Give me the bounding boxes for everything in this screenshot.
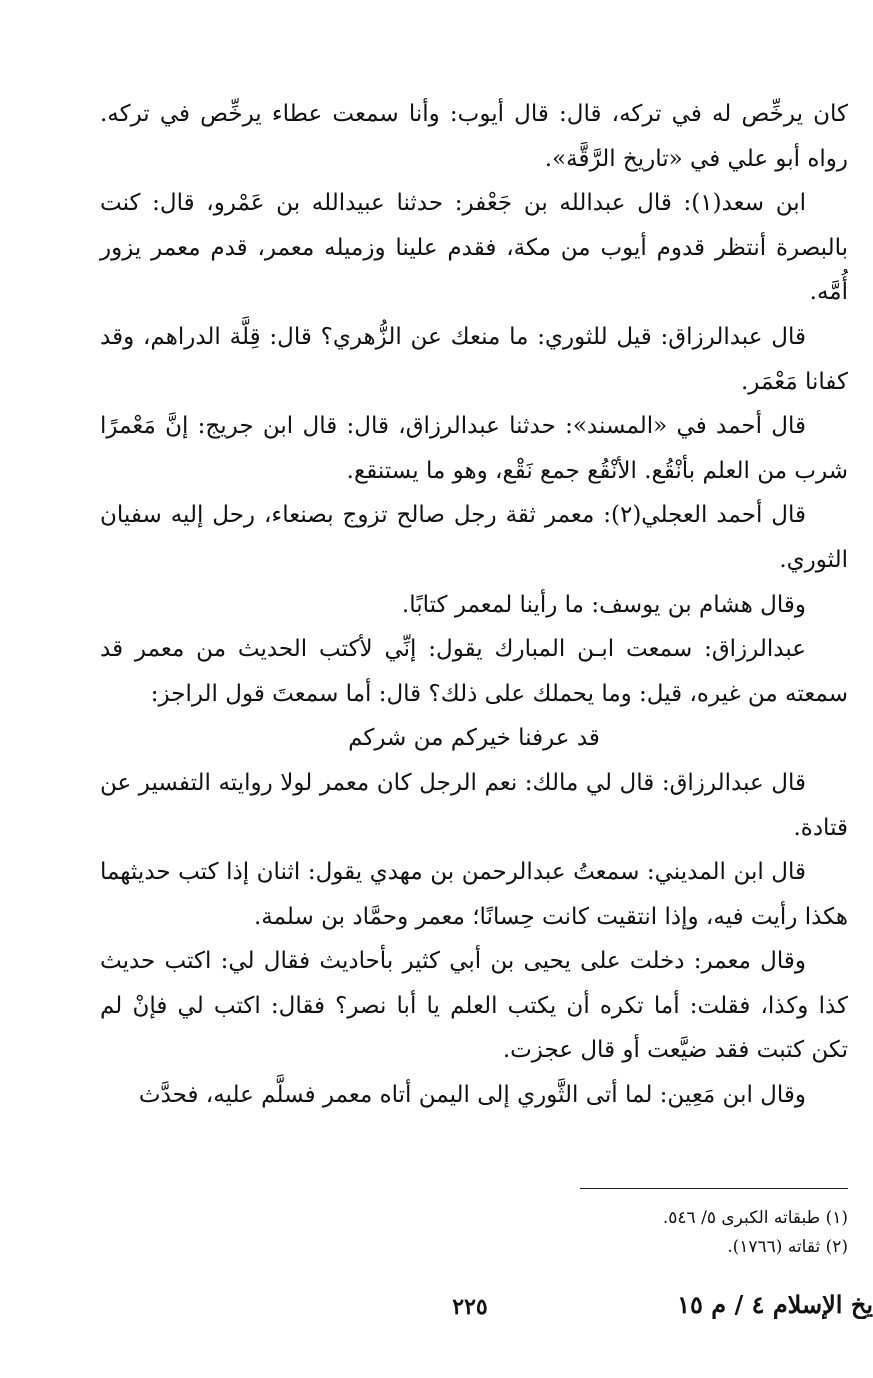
paragraph: كان يرخِّص له في تركه، قال: قال أيوب: وأنا سمعت عطاء يرخِّص في تركه. رواه أبو علي في «تاريخ الرَّقَّة». — [100, 101, 848, 172]
paragraph: عبدالرزاق: سمعت ابـن المبارك يقول: إنِّي لأكتب الحديث من معمر قد سمعته من غيره، قيل: وما يحملك على ذلك؟ قال: أما سمعتَ قول الراجز: — [100, 636, 848, 707]
paragraph: قال عبدالرزاق: قيل للثوري: ما منعك عن الزُّهري؟ قال: قِلَّة الدراهم، وقد كفانا مَعْمَر. — [100, 323, 848, 395]
footnote-divider — [580, 1188, 848, 1189]
paragraph: وقال ابن مَعِين: لما أتى الثَّوري إلى اليمن أتاه معمر فسلَّم عليه، فحدَّث — [138, 1082, 806, 1109]
footnotes — [560, 1204, 848, 1262]
footnote-1: (١) طبقاته الكبرى ٥/ ٥٤٦. — [662, 1208, 848, 1228]
paragraph: وقال هشام بن يوسف: ما رأينا لمعمر كتابًا. — [401, 591, 806, 618]
paragraph: ابن سعد(١): قال عبدالله بن جَعْفر: حدثنا عبيدالله بن عَمْرو، قال: كنت بالبصرة أنتظر قدوم أيوب من مكة، فقدم علينا وزميله معمر، قدم معمر يزور أُمَّه. — [100, 190, 848, 306]
body-text — [100, 92, 848, 1118]
paragraph: قال عبدالرزاق: قال لي مالك: نعم الرجل كان معمر لولا روايته التفسير عن قتادة. — [100, 769, 848, 841]
verse-line: قد عرفنا خيركم من شركم — [348, 725, 600, 752]
footnote-2: (٢) ثقاته (١٧٦٦). — [727, 1237, 848, 1257]
printer-signature: يخ الإسلام ٤ / م ١٥ — [677, 1290, 873, 1319]
paragraph: وقال معمر: دخلت على يحيى بن أبي كثير بأحاديث فقال لي: اكتب حديث كذا وكذا، فقلت: أما تكره أن يكتب العلم يا أبا نصر؟ فقال: اكتب لي فإنْ لم تكن كتبت فقد ضيَّعت أو قال عجزت. — [100, 948, 848, 1064]
paragraph: قال أحمد في «المسند»: حدثنا عبدالرزاق، قال: قال ابن جريج: إنَّ مَعْمرًا شرب من العلم بأنْقُع. الأنْقُع جمع نَقْع، وهو ما يستنقع. — [100, 413, 848, 484]
paragraph: قال ابن المديني: سمعتُ عبدالرحمن بن مهدي يقول: اثنان إذا كتب حديثهما هكذا رأيت فيه، وإذا انتقيت كانت حِسانًا؛ معمر وحمَّاد بن سلمة. — [100, 859, 848, 930]
paragraph: قال أحمد العجلي(٢): معمر ثقة رجل صالح تزوج بصنعاء، رحل إليه سفيان الثوري. — [100, 502, 848, 573]
page-number: ٢٢٥ — [452, 1294, 488, 1320]
